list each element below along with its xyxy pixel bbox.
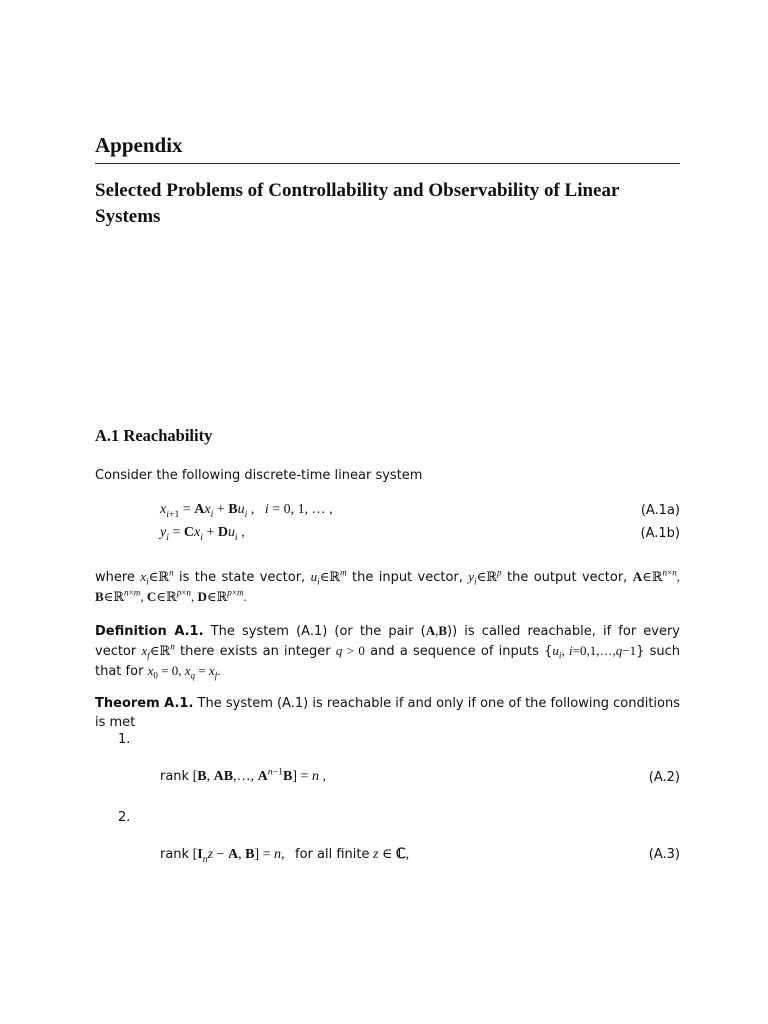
- equation-a3-tag: (A.3): [648, 847, 680, 862]
- appendix-label: Appendix: [95, 133, 183, 157]
- equation-a1a-formula: $x_{i+1} = Ax_i + Bu_i$ , i = 0, 1, … ,: [160, 502, 333, 520]
- section-heading: A.1 Reachability: [95, 426, 213, 445]
- heading-divider: [95, 163, 680, 164]
- definition-text-1: The system (A.1) (or the pair (: [210, 624, 426, 639]
- condition-2-number: 2.: [118, 810, 131, 825]
- where-text-4: the output vector,: [506, 570, 628, 585]
- rank-word-1: rank: [160, 769, 190, 784]
- for-all-finite-text: for all finite: [295, 847, 370, 862]
- equation-a1b-formula: $y_i = Cx_i + Du_i$ ,: [160, 525, 245, 543]
- where-text-3: the input vector,: [352, 570, 463, 585]
- definition-text-5: } such that for: [95, 644, 681, 679]
- equation-a1a: [160, 502, 680, 522]
- equation-a3: [160, 846, 680, 866]
- definition-text-4: and a sequence of inputs {: [370, 644, 553, 659]
- equation-a2-formula: rank [B, AB,…, $A^{n-1}B] = n$ ,: [160, 766, 326, 784]
- theorem-text: The system (A.1) is reachable if and only if one of the following conditions is met: [95, 696, 680, 730]
- where-paragraph: where $x_i\in ℝ^n$ is the state vector, $u_i\in ℝ^m$ the input vector, $y_i\in ℝ^p$ the output vector, A∈ℝ$^{n\times n}$, B∈ℝ$^{n\times m}$, C∈ℝ$^{p\times n}$, D∈ℝ$^{p\times m}$.: [95, 567, 681, 604]
- rank-word-2: rank: [160, 847, 190, 862]
- definition-paragraph: Definition A.1. The system (A.1) (or the pair (A,B)) is called reachable, if for every vector $x_f\in ℝ^n$ there exists an integer q > 0 and a sequence of inputs {$u_i$, i=0,1,…,q−1} such that for $x_0 = 0$, $x_q = x_f$.: [95, 623, 681, 681]
- equation-a2-tag: (A.2): [648, 770, 680, 785]
- condition-1-number: 1.: [118, 732, 131, 747]
- definition-text-3: there exists an integer: [180, 644, 331, 659]
- where-text-1: where: [95, 570, 135, 585]
- equation-a1b-tag: (A.1b): [640, 526, 680, 541]
- equation-a2: [160, 766, 680, 789]
- equation-a1b: [160, 525, 680, 545]
- chapter-title: Selected Problems of Controllability and Observability of Linear Systems: [95, 180, 620, 227]
- intro-paragraph: Consider the following discrete-time linear system: [95, 468, 423, 483]
- theorem-paragraph: [95, 694, 680, 732]
- definition-label: Definition A.1.: [95, 624, 204, 639]
- theorem-label: Theorem A.1.: [95, 696, 194, 711]
- equation-a1a-tag: (A.1a): [640, 503, 680, 518]
- where-text-2: is the state vector,: [179, 570, 306, 585]
- equation-a3-formula: rank [$I_nz - A$, B] = n, for all finite z ∈ ℂ,: [160, 847, 410, 865]
- definition-text-2: )) is called reachable, if for every vector: [95, 624, 681, 659]
